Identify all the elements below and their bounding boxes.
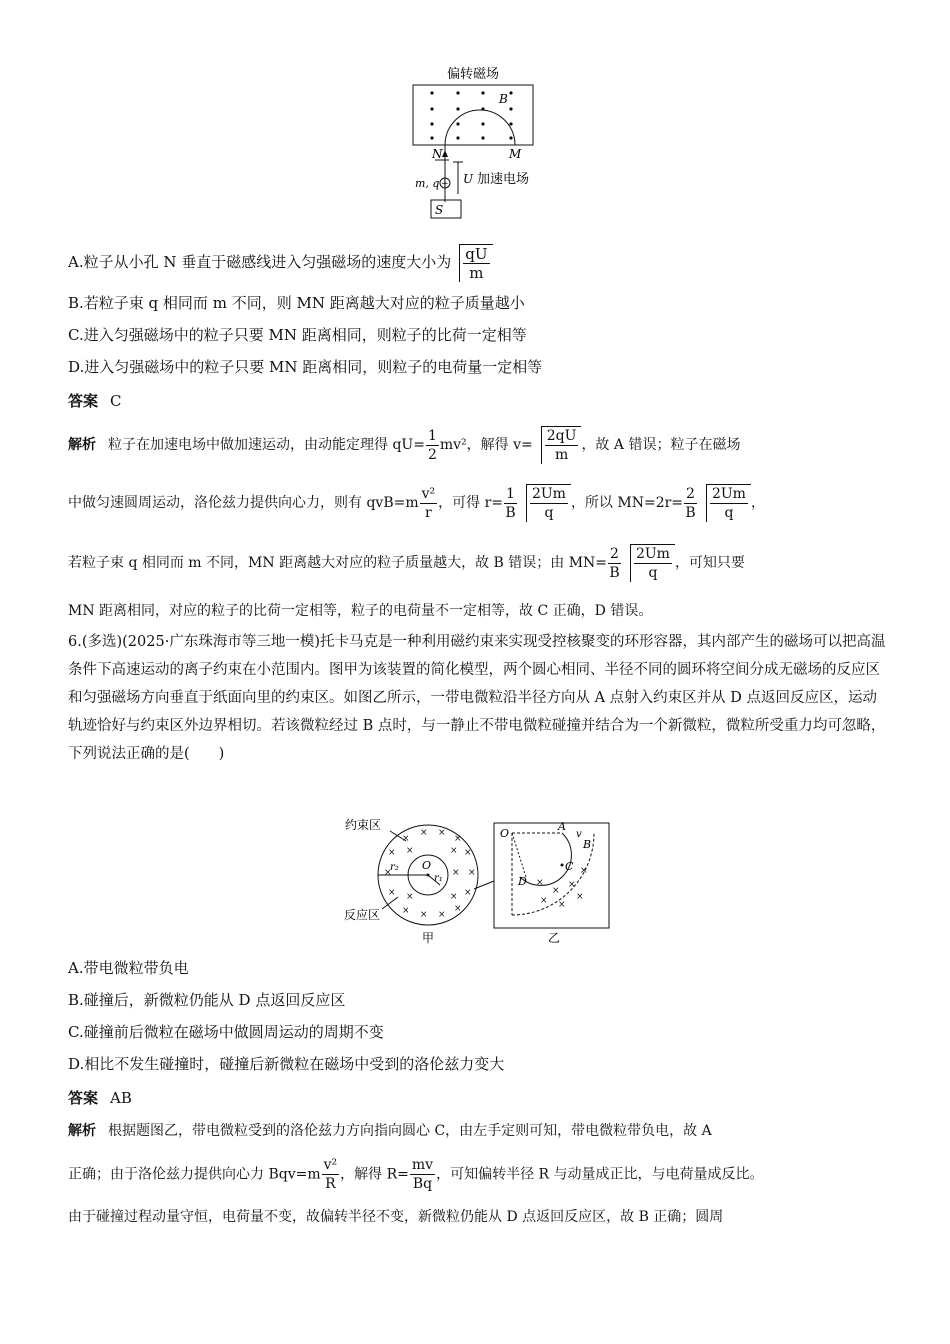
svg-text:×: × xyxy=(558,900,566,910)
label-b: B xyxy=(583,838,592,851)
label-c: C xyxy=(565,860,574,873)
svg-text:×: × xyxy=(452,868,460,878)
svg-text:×: × xyxy=(402,834,410,844)
q6-option-c: C.碰撞前后微粒在磁场中做圆周运动的周期不变 xyxy=(68,1023,384,1041)
svg-text:×: × xyxy=(464,848,472,858)
q5-option-a: A.粒子从小孔 N 垂直于磁感线进入匀强磁场的速度大小为 $\frac{qU}{m}$ xyxy=(68,244,898,282)
svg-text:×: × xyxy=(420,828,428,838)
svg-text:×: × xyxy=(576,892,584,902)
label-a: A xyxy=(558,820,566,833)
svg-text:×: × xyxy=(454,904,462,914)
svg-text:×: × xyxy=(384,868,392,878)
q5-analysis-line4: MN 距离相同，对应的粒子的比荷一定相等，粒子的电荷量不一定相等，故 C 正确，D 错误。 xyxy=(68,603,653,619)
q6-stem: 6.(多选)(2025·广东珠海市等三地一模)托卡马克是一种利用磁约束来实现受控核聚变的环形容器，其内部产生的磁场可以把高温条件下高速运动的离子约束在小范围内。图甲为该装置的简化模型，两个圆心相同、半径不同的圆环将空间分成无磁场的反应区和匀强磁场方向垂直于纸面向里的约束区。如图乙所示，一带电微粒沿半径方向从 A 点射入约束区并从 D 点返回反应区，运动轨迹恰好与约束区外边界相切。若该微粒经过 B 点时，与一静止不带电微粒碰撞并结合为一个新微粒，微粒所受重力均可忽略，下列说法正确的是( ) xyxy=(68,634,886,762)
label-yueshu: 约束区 xyxy=(345,818,382,832)
fig1-field: 加速电场 xyxy=(477,172,530,187)
svg-text:×: × xyxy=(402,906,410,916)
svg-text:×: × xyxy=(450,846,458,856)
q5-analysis-line2: 中做匀速圆周运动，洛伦兹力提供向心力，则有 qvB=m $\frac{\text{v²}}{r}$ ，可得 r= $\frac{1}{B}$ $\frac{2Um}{q}$ ，所以 MN=2r= $\frac{2}{B}$ $\frac{2Um}{q}$ ， xyxy=(68,485,765,521)
label-r2: r₂ xyxy=(390,862,399,873)
q6-option-a: A.带电微粒带负电 xyxy=(68,959,189,977)
q6-analysis-line3: 由于碰撞过程动量守恒，电荷量不变，故偏转半径不变，新微粒仍能从 D 点返回反应区，故 B 正确；圆周 xyxy=(68,1209,724,1225)
svg-text:×: × xyxy=(406,892,414,902)
label-yi: 乙 xyxy=(548,931,561,945)
label-fanying: 反应区 xyxy=(344,908,381,922)
svg-text:×: × xyxy=(568,880,576,890)
figure-mass-spectrometer xyxy=(405,62,545,222)
svg-text:×: × xyxy=(580,866,588,876)
svg-text:×: × xyxy=(420,910,428,920)
svg-text:×: × xyxy=(388,888,396,898)
svg-text:×: × xyxy=(406,846,414,856)
label-r1: r₁ xyxy=(434,873,443,884)
svg-text:×: × xyxy=(450,892,458,902)
q5-option-d: D.进入匀强磁场中的粒子只要 MN 距离相同，则粒子的电荷量一定相等 xyxy=(68,358,543,376)
label-jia: 甲 xyxy=(422,931,435,945)
q5-answer: 答案 C xyxy=(68,392,122,410)
label-v: v xyxy=(576,829,582,840)
q6-option-b: B.碰撞后，新微粒仍能从 D 点返回反应区 xyxy=(68,991,346,1009)
q6-option-d: D.相比不发生碰撞时，碰撞后新微粒在磁场中受到的洛伦兹力变大 xyxy=(68,1055,505,1073)
q5-option-c: C.进入匀强磁场中的粒子只要 MN 距离相同，则粒子的比荷一定相等 xyxy=(68,326,527,344)
label-d: D xyxy=(518,875,527,888)
fig1-u: U xyxy=(463,172,474,186)
fig1-b: B xyxy=(499,92,508,106)
svg-text:×: × xyxy=(438,828,446,838)
svg-text:×: × xyxy=(438,910,446,920)
svg-text:×: × xyxy=(540,896,548,906)
q6-answer: 答案 AB xyxy=(68,1089,132,1107)
label-o-jia: O xyxy=(422,859,432,872)
svg-text:×: × xyxy=(464,888,472,898)
q5-analysis-line1: 解析 粒子在加速电场中做加速运动，由动能定理得 qU= $\frac{1}{2}$ mv²，解得 v= $\frac{2qU}{m}$ ，故 A 错误；粒子在磁场 xyxy=(68,427,741,463)
q5-analysis-line3: 若粒子束 q 相同而 m 不同，MN 距离越大对应的粒子质量越大，故 B 错误；由 MN= $\frac{2}{B}$ $\frac{2Um}{q}$ ，可知只要 xyxy=(68,545,745,581)
q6-analysis-line2: 正确；由于洛伦兹力提供向心力 Bqv=m $\frac{\text{v²}}{R}$ ，解得 R= $\frac{mv}{Bq}$ ，可知偏转半径 R 与动量成正比，与电荷量成反比。 xyxy=(68,1157,764,1192)
label-o-yi: O xyxy=(500,827,510,840)
fig1-s: S xyxy=(435,203,444,217)
fig1-title: 偏转磁场 xyxy=(447,67,500,82)
cross-marks xyxy=(384,828,476,920)
svg-text:×: × xyxy=(552,886,560,896)
fig1-n: N xyxy=(432,147,443,161)
svg-text:+: + xyxy=(441,179,449,189)
figure-tokamak xyxy=(340,815,615,950)
svg-text:×: × xyxy=(468,868,476,878)
fig1-m: M xyxy=(509,147,522,161)
q5-option-b: B.若粒子束 q 相同而 m 不同，则 MN 距离越大对应的粒子质量越小 xyxy=(68,294,525,312)
svg-text:×: × xyxy=(388,848,396,858)
q6-analysis-line1: 解析 根据题图乙，带电微粒受到的洛伦兹力方向指向圆心 C，由左手定则可知，带电微粒带负电，故 A xyxy=(68,1123,712,1139)
fig1-mq: m, q xyxy=(415,177,440,190)
svg-text:×: × xyxy=(454,834,462,844)
svg-text:×: × xyxy=(536,878,544,888)
